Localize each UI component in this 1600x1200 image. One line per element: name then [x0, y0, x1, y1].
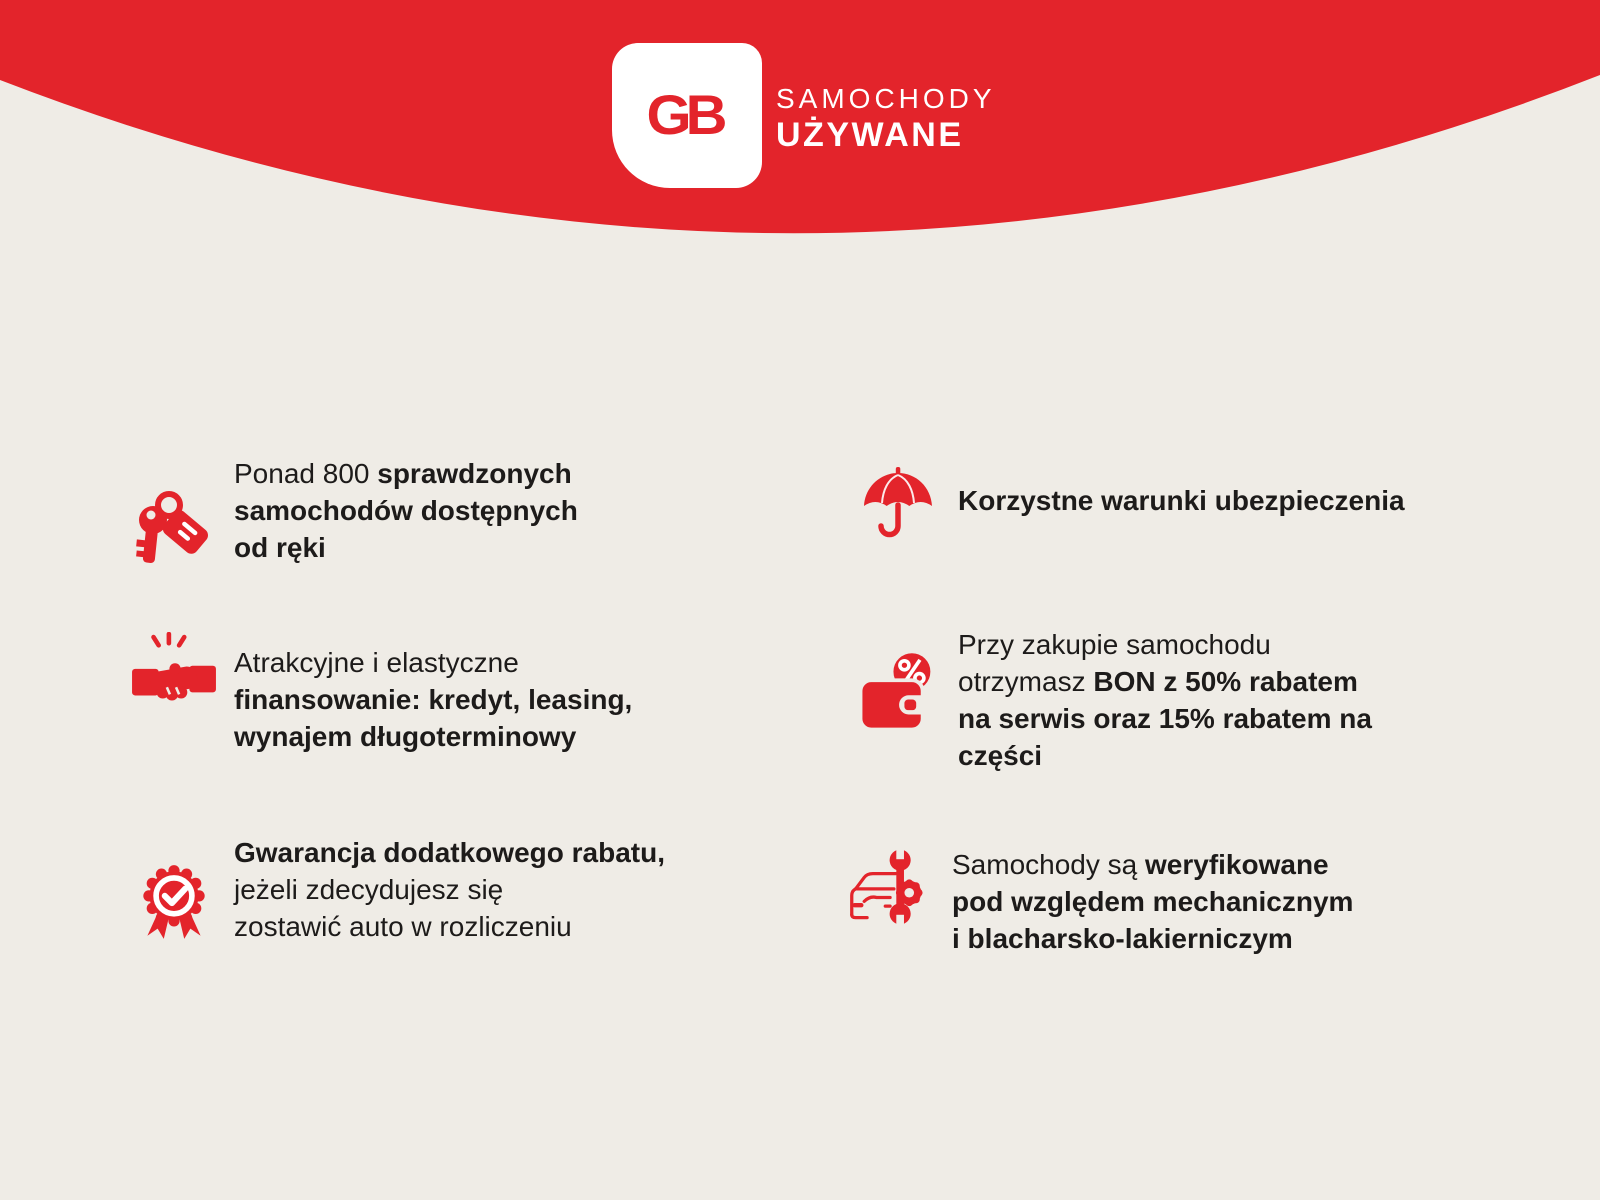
feature-financing-text — [234, 644, 632, 755]
text-line: na serwis oraz 15% rabatem na — [958, 703, 1372, 734]
handshake-icon — [128, 644, 220, 732]
brand-line-uzywane: UŻYWANE — [776, 116, 964, 154]
feature-financing — [128, 644, 632, 755]
feature-insurance — [852, 482, 1405, 568]
text-line: otrzymasz BON z 50% rabatem — [958, 666, 1358, 697]
text-line: jeżeli zdecydujesz się — [234, 874, 504, 905]
text-line: zostawić auto w rozliczeniu — [234, 911, 572, 942]
brand-name — [776, 84, 996, 153]
feature-service-bonus — [852, 626, 1372, 774]
feature-discount-guarantee — [128, 834, 665, 945]
text-line: finansowanie: kredyt, leasing, — [234, 684, 633, 715]
text-line: Samochody są weryfikowane — [952, 849, 1329, 880]
award-badge-icon — [128, 834, 220, 922]
text-line: części — [958, 740, 1043, 771]
text-line: samochodów dostępnych — [234, 495, 578, 526]
text-line: Gwarancja dodatkowego rabatu, — [234, 837, 665, 868]
feature-inventory-text — [234, 455, 578, 566]
umbrella-icon — [852, 482, 944, 568]
text-line: Korzystne warunki ubezpieczenia — [958, 485, 1405, 516]
header-curve-background — [0, 0, 1600, 400]
wallet-discount-icon — [852, 626, 944, 718]
gb-logo-monogram: GB — [646, 84, 722, 147]
logo-box — [612, 43, 762, 188]
feature-insurance-text — [958, 482, 1405, 519]
text-line: Atrakcyjne i elastyczne — [234, 647, 519, 678]
text-line: i blacharsko-lakierniczym — [952, 923, 1293, 954]
feature-verification — [846, 846, 1353, 957]
text-line: pod względem mechanicznym — [952, 886, 1354, 917]
text-line: od ręki — [234, 532, 326, 563]
car-service-icon — [846, 846, 938, 936]
text-line: Przy zakupie samochodu — [958, 629, 1271, 660]
brand-line-samochody: SAMOCHODY — [776, 83, 996, 114]
feature-inventory — [128, 455, 578, 566]
feature-service-bonus-text — [958, 626, 1372, 774]
feature-discount-guarantee-text — [234, 834, 665, 945]
feature-verification-text — [952, 846, 1353, 957]
car-keys-tag-icon — [128, 455, 220, 541]
text-line: wynajem długoterminowy — [234, 721, 577, 752]
text-line: Ponad 800 sprawdzonych — [234, 458, 572, 489]
